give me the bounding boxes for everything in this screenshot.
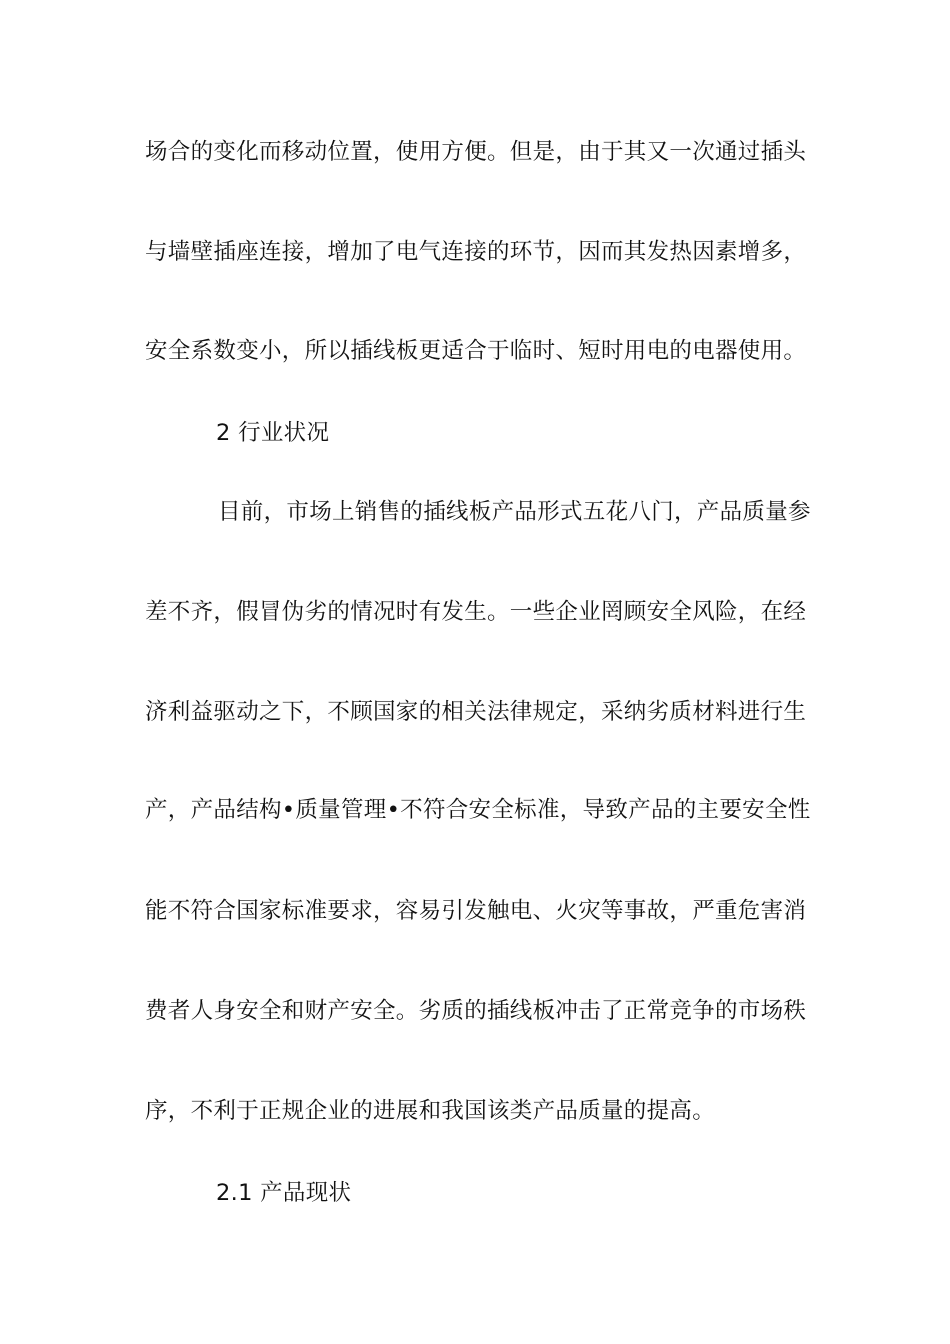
subsection-heading: 2.1 产品现状 xyxy=(216,1180,352,1206)
paragraph-line: 费者人身安全和财产安全。劣质的插线板冲击了正常竞争的市场秩 xyxy=(145,998,807,1024)
paragraph-line: 济利益驱动之下，不顾国家的相关法律规定，采纳劣质材料进行生 xyxy=(145,699,807,725)
paragraph-line: 场合的变化而移动位置，使用方便。但是，由于其又一次通过插头 xyxy=(145,139,807,165)
paragraph-line: 与墙壁插座连接，增加了电气连接的环节，因而其发热因素增多， xyxy=(145,239,807,265)
paragraph-line: 差不齐，假冒伪劣的情况时有发生。一些企业罔顾安全风险，在经 xyxy=(145,599,807,625)
paragraph-line: 安全系数变小，所以插线板更适合于临时、短时用电的电器使用。 xyxy=(145,338,807,364)
section-heading: 2 行业状况 xyxy=(216,420,330,446)
paragraph-line: 目前，市场上销售的插线板产品形式五花八门，产品质量参 xyxy=(218,499,811,525)
paragraph-line: 序，不利于正规企业的进展和我国该类产品质量的提高。 xyxy=(145,1098,716,1124)
paragraph-line: 能不符合国家标准要求，容易引发触电、火灾等事故，严重危害消 xyxy=(145,898,807,924)
paragraph-line: 产，产品结构•质量管理•不符合安全标准，导致产品的主要安全性 xyxy=(145,797,811,823)
